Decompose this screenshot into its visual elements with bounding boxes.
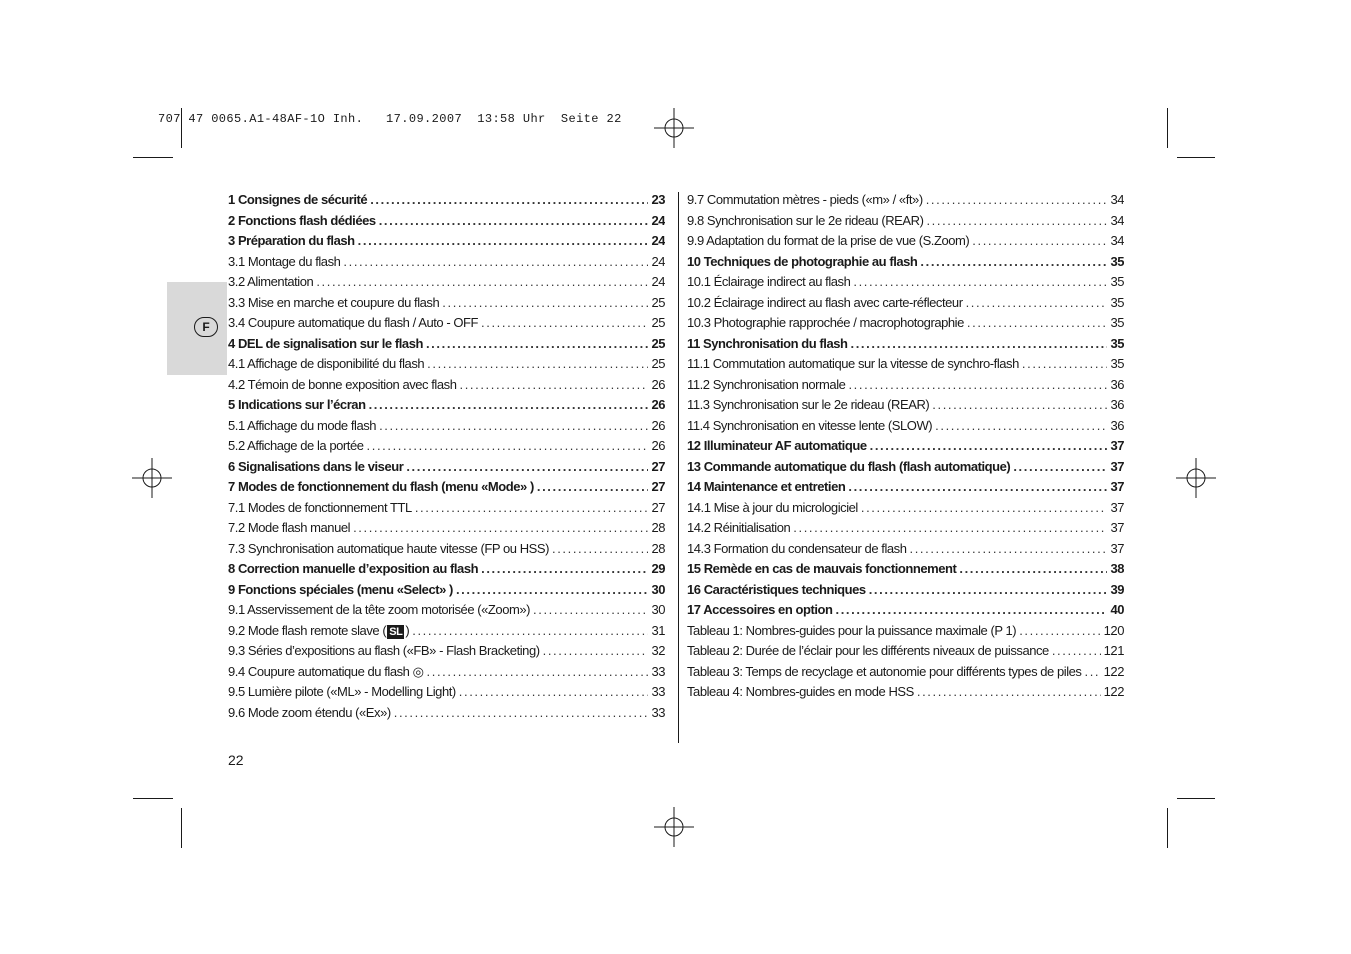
toc-leader-dots	[456, 582, 649, 597]
toc-entry	[228, 274, 665, 295]
toc-leader-dots	[836, 602, 1108, 617]
toc-entry-title	[687, 664, 1082, 679]
toc-entry-title-text: 5.2 Affichage de la portée	[228, 438, 364, 453]
toc-entry	[687, 684, 1124, 705]
toc-leader-dots	[358, 233, 649, 248]
toc-entry-page: 32	[651, 643, 665, 658]
toc-entry-page: 28	[651, 520, 665, 535]
toc-entry-page: 37	[1110, 499, 1124, 515]
toc-entry-page: 26	[651, 397, 665, 412]
toc-leader-dots	[442, 295, 648, 310]
toc-entry-title-text: 9.2 Mode flash remote slave (	[228, 622, 387, 638]
toc-entry	[687, 582, 1124, 603]
toc-entry	[687, 315, 1124, 336]
toc-entry-title-text: 11.2 Synchronisation normale	[687, 376, 846, 392]
toc-entry-page: 35	[1110, 335, 1124, 351]
toc-entry	[228, 582, 665, 603]
toc-entry	[687, 213, 1124, 234]
toc-entry-title-text: 11.4 Synchronisation en vitesse lente (SLOW)	[687, 417, 933, 433]
toc-entry	[228, 541, 665, 562]
toc-entry-title-text: 9.9 Adaptation du format de la prise de vue (S.Zoom)	[687, 233, 970, 248]
toc-entry-title	[687, 500, 858, 515]
toc-entry	[687, 623, 1124, 644]
toc-entry-title-text: 13 Commande automatique du flash (flash automatique)	[687, 458, 1011, 474]
toc-entry-page: 34	[1110, 233, 1124, 248]
toc-entry-page: 33	[651, 684, 665, 699]
toc-entry	[228, 684, 665, 705]
toc-entry	[228, 418, 665, 439]
toc-leader-dots	[394, 705, 649, 720]
toc-leader-dots	[533, 602, 648, 617]
toc-entry-page: 24	[651, 253, 665, 269]
toc-entry-title-text: 9.5 Lumière pilote («ML» - Modelling Light)	[228, 684, 456, 699]
toc-entry-title-text: 14.3 Formation du condensateur de flash	[687, 540, 907, 556]
toc-entry-title	[228, 684, 456, 699]
toc-entry-title	[228, 520, 350, 535]
toc-entry-title	[687, 479, 845, 494]
toc-entry-title	[687, 377, 845, 392]
toc-entry-page: 36	[1110, 397, 1124, 412]
toc-leader-dots	[972, 233, 1107, 248]
toc-entry	[687, 500, 1124, 521]
toc-entry-title	[687, 684, 914, 699]
toc-entry-title-text: 4.1 Affichage de disponibilité du flash	[228, 356, 425, 371]
toc-entry	[687, 643, 1124, 664]
toc-entry-page: 25	[651, 294, 665, 310]
toc-leader-dots	[848, 377, 1107, 392]
toc-entry-page: 26	[651, 376, 665, 392]
toc-leader-dots	[370, 192, 648, 207]
toc-entry-title-text: 14.2 Réinitialisation	[687, 520, 791, 535]
toc-entry-title-text: 3.2 Alimentation	[228, 274, 314, 289]
toc-entry-title-text: 9.1 Asservissement de la tête zoom motorisée («Zoom»)	[228, 602, 531, 617]
toc-entry-title-text: 4.2 Témoin de bonne exposition avec flash	[228, 376, 457, 392]
toc-entry-title	[687, 582, 866, 597]
toc-entry-title-text: 3 Préparation du flash	[228, 233, 355, 248]
toc-entry-page: 28	[651, 540, 665, 556]
toc-leader-dots	[379, 213, 649, 228]
toc-entry	[687, 377, 1124, 398]
crop-mark	[1177, 157, 1215, 158]
crop-mark	[133, 157, 173, 158]
print-header: 707 47 0065.A1-48AF-1O Inh. 17.09.2007 13:58 Uhr Seite 22	[158, 112, 622, 126]
toc-entry-title-text: Tableau 2: Durée de l’éclair pour les différents niveaux de puissance	[687, 643, 1049, 658]
toc-entry-page: 35	[1110, 294, 1124, 310]
toc-entry-title-text: 14.1 Mise à jour du micrologiciel	[687, 499, 858, 515]
crop-mark	[1177, 798, 1215, 799]
toc-entry-title-text: 10.3 Photographie rapprochée / macrophotographie	[687, 315, 964, 330]
page-number: 22	[228, 752, 244, 768]
toc-leader-dots	[1052, 643, 1101, 658]
toc-entry	[687, 664, 1124, 685]
toc-entry	[687, 254, 1124, 275]
toc-entry	[687, 438, 1124, 459]
toc-entry	[228, 664, 665, 685]
toc-leader-dots	[966, 295, 1108, 310]
toc-entry-title	[228, 233, 355, 248]
registration-mark-icon	[1176, 458, 1216, 498]
toc-leader-dots	[1022, 356, 1108, 371]
toc-entry	[687, 561, 1124, 582]
toc-entry-page: 35	[1110, 274, 1124, 289]
toc-entry	[228, 336, 665, 357]
toc-entry-title	[687, 356, 1019, 371]
toc-entry-page: 33	[651, 704, 665, 720]
toc-leader-dots	[427, 664, 649, 679]
toc-entry-title-text: 9.4 Coupure automatique du flash ◎	[228, 663, 424, 679]
toc-leader-dots	[353, 520, 648, 535]
toc-entry-title	[228, 438, 364, 453]
toc-left-column	[228, 192, 665, 725]
toc-leader-dots	[920, 254, 1107, 269]
toc-entry-title	[228, 664, 424, 680]
toc-entry-page: 35	[1110, 356, 1124, 371]
toc-leader-dots	[851, 336, 1108, 351]
toc-entry-title	[687, 274, 850, 289]
toc-leader-dots	[343, 254, 648, 269]
toc-leader-dots	[1013, 459, 1107, 474]
toc-entry-page: 30	[651, 602, 665, 617]
toc-entry-title	[687, 561, 956, 576]
toc-leader-dots	[406, 459, 648, 474]
toc-entry-title-text: 9.8 Synchronisation sur le 2e rideau (REAR)	[687, 212, 924, 228]
toc-entry-page: 122	[1103, 684, 1124, 699]
toc-leader-dots	[910, 541, 1108, 556]
toc-entry-title	[687, 623, 1016, 638]
toc-entry	[228, 500, 665, 521]
toc-entry-page: 25	[651, 315, 665, 330]
registration-mark-icon	[132, 458, 172, 498]
toc-entry-title	[228, 643, 540, 658]
toc-leader-dots	[793, 520, 1107, 535]
toc-entry-page: 37	[1110, 540, 1124, 556]
language-tab	[167, 282, 227, 375]
toc-leader-dots	[543, 643, 649, 658]
toc-entry-page: 27	[651, 499, 665, 515]
crop-mark	[181, 808, 182, 848]
toc-entry	[687, 295, 1124, 316]
toc-entry-title-text: 9.3 Séries d’expositions au flash («FB» - Flash Bracketing)	[228, 643, 540, 658]
toc-entry-title	[228, 500, 412, 515]
toc-leader-dots	[967, 315, 1108, 330]
toc-entry-title-text: 11 Synchronisation du flash	[687, 335, 848, 351]
toc-entry-page: 37	[1110, 479, 1124, 494]
toc-entry-title-text: 7.2 Mode flash manuel	[228, 520, 351, 535]
toc-leader-dots	[316, 274, 648, 289]
toc-entry-title-text: 5.1 Affichage du mode flash	[228, 417, 377, 433]
toc-leader-dots	[369, 397, 649, 412]
toc-entry-title	[228, 705, 391, 720]
toc-leader-dots	[415, 500, 649, 515]
toc-entry-title	[687, 459, 1010, 474]
toc-entry-title	[687, 541, 907, 556]
toc-entry-title	[687, 254, 917, 269]
toc-entry	[228, 233, 665, 254]
toc-entry-title-text: 9.6 Mode zoom étendu («Ex»)	[228, 704, 391, 720]
toc-entry-page: 26	[651, 417, 665, 433]
toc-leader-dots	[959, 561, 1107, 576]
slave-mode-badge-icon: SL	[389, 625, 403, 638]
toc-leader-dots	[932, 397, 1107, 412]
toc-entry-title	[687, 192, 923, 207]
toc-entry-page: 35	[1110, 315, 1124, 330]
toc-leader-dots	[926, 213, 1107, 228]
toc-entry	[228, 561, 665, 582]
toc-right-column	[687, 192, 1124, 705]
toc-entry-title	[687, 418, 932, 433]
toc-leader-dots	[1085, 664, 1101, 679]
toc-entry	[228, 479, 665, 500]
toc-entry	[687, 541, 1124, 562]
toc-entry	[228, 377, 665, 398]
toc-entry	[687, 459, 1124, 480]
toc-leader-dots	[1019, 623, 1100, 638]
toc-leader-dots	[459, 377, 648, 392]
toc-entry-page: 35	[1110, 253, 1124, 269]
toc-entry	[228, 295, 665, 316]
toc-entry-title-text: 3.3 Mise en marche et coupure du flash	[228, 294, 440, 310]
toc-entry-title-text: 9 Fonctions spéciales (menu «Select» )	[228, 581, 453, 597]
toc-entry	[228, 602, 665, 623]
toc-entry-page: 38	[1110, 561, 1124, 576]
toc-entry-title	[228, 602, 530, 617]
toc-entry-title	[228, 418, 376, 433]
toc-entry-title-text: 17 Accessoires en option	[687, 602, 833, 617]
toc-entry-title-suffix: )	[405, 622, 410, 638]
toc-leader-dots	[459, 684, 649, 699]
toc-entry	[228, 643, 665, 664]
toc-entry	[228, 623, 665, 644]
crop-mark	[1167, 808, 1168, 848]
toc-entry-title-text: 10.2 Éclairage indirect au flash avec carte-réflecteur	[687, 294, 963, 310]
toc-entry-page: 34	[1110, 192, 1124, 207]
toc-entry-title	[228, 479, 534, 494]
toc-entry-page: 33	[651, 663, 665, 679]
toc-entry-title	[228, 459, 403, 474]
toc-leader-dots	[870, 438, 1108, 453]
toc-entry-title-text: 5 Indications sur l’écran	[228, 397, 366, 412]
toc-leader-dots	[481, 315, 648, 330]
toc-entry	[228, 356, 665, 377]
toc-entry-page: 122	[1103, 663, 1124, 679]
toc-entry-title-text: 7.3 Synchronisation automatique haute vitesse (FP ou HSS)	[228, 540, 549, 556]
toc-entry	[228, 459, 665, 480]
toc-leader-dots	[861, 500, 1108, 515]
toc-entry	[228, 520, 665, 541]
toc-entry-title	[687, 295, 963, 310]
toc-entry-title	[687, 520, 790, 535]
toc-entry-page: 27	[651, 479, 665, 494]
toc-leader-dots	[537, 479, 649, 494]
toc-entry-title	[228, 561, 478, 576]
toc-leader-dots	[853, 274, 1107, 289]
registration-mark-icon	[654, 807, 694, 847]
toc-entry-title-text: 16 Caractéristiques techniques	[687, 581, 866, 597]
toc-entry-title-text: 11.3 Synchronisation sur le 2e rideau (REAR)	[687, 397, 930, 412]
toc-entry-title	[228, 377, 456, 392]
toc-entry-title-text: 10 Techniques de photographie au flash	[687, 253, 918, 269]
toc-entry	[228, 315, 665, 336]
toc-leader-dots	[935, 418, 1107, 433]
toc-entry-title-text: 1 Consignes de sécurité	[228, 192, 368, 207]
toc-entry-page: 29	[651, 561, 665, 576]
toc-entry-title-text: 2 Fonctions flash dédiées	[228, 212, 376, 228]
toc-entry	[687, 418, 1124, 439]
column-divider	[678, 192, 679, 743]
toc-entry-page: 37	[1110, 458, 1124, 474]
toc-leader-dots	[848, 479, 1107, 494]
toc-entry-title	[228, 623, 409, 639]
toc-entry-title	[228, 336, 423, 351]
toc-entry-page: 34	[1110, 212, 1124, 228]
toc-entry-page: 40	[1110, 602, 1124, 617]
toc-entry	[687, 397, 1124, 418]
toc-entry-title-text: 9.7 Commutation mètres - pieds («m» / «ft»)	[687, 192, 923, 207]
toc-entry-page: 25	[651, 335, 665, 351]
toc-entry-title-text: 15 Remède en cas de mauvais fonctionnement	[687, 561, 957, 576]
toc-entry-title-text: 8 Correction manuelle d’exposition au flash	[228, 561, 479, 576]
toc-entry-title	[687, 602, 833, 617]
toc-entry-page: 27	[651, 458, 665, 474]
toc-entry-title-text: 3.1 Montage du flash	[228, 253, 341, 269]
toc-entry-title-text: 11.1 Commutation automatique sur la vitesse de synchro-flash	[687, 356, 1019, 371]
toc-entry-page: 24	[651, 274, 665, 289]
toc-leader-dots	[481, 561, 648, 576]
toc-entry	[228, 438, 665, 459]
toc-entry-title	[687, 213, 923, 228]
toc-leader-dots	[552, 541, 648, 556]
toc-entry-title	[228, 315, 478, 330]
toc-entry-title-text: 4 DEL de signalisation sur le flash	[228, 335, 423, 351]
toc-entry-title	[687, 397, 929, 412]
toc-entry	[228, 397, 665, 418]
toc-entry-title	[228, 295, 439, 310]
toc-entry-title-text: 7.1 Modes de fonctionnement TTL	[228, 499, 412, 515]
toc-entry-title-text: Tableau 1: Nombres-guides pour la puissance maximale (P 1)	[687, 622, 1017, 638]
toc-entry-page: 23	[651, 192, 665, 207]
toc-entry-page: 37	[1110, 438, 1124, 453]
toc-entry-page: 26	[651, 438, 665, 453]
toc-entry-page: 24	[651, 233, 665, 248]
toc-entry	[228, 213, 665, 234]
toc-entry-title-text: 7 Modes de fonctionnement du flash (menu «Mode» )	[228, 479, 534, 494]
toc-entry-title	[228, 254, 340, 269]
toc-entry-title	[228, 541, 549, 556]
toc-entry	[687, 479, 1124, 500]
toc-leader-dots	[917, 684, 1101, 699]
toc-leader-dots	[869, 582, 1108, 597]
toc-entry-title	[687, 643, 1049, 658]
toc-entry-title-text: Tableau 4: Nombres-guides en mode HSS	[687, 684, 914, 699]
toc-entry	[687, 520, 1124, 541]
registration-mark-icon	[654, 108, 694, 148]
toc-leader-dots	[412, 623, 648, 638]
toc-entry-title	[687, 438, 867, 453]
toc-entry-title	[687, 233, 969, 248]
toc-entry-title	[687, 336, 848, 351]
toc-entry-title	[687, 315, 964, 330]
toc-entry	[687, 192, 1124, 213]
toc-leader-dots	[379, 418, 648, 433]
toc-entry-title	[228, 274, 313, 289]
toc-entry	[228, 254, 665, 275]
toc-entry-title	[228, 213, 376, 228]
toc-entry-page: 39	[1110, 581, 1124, 597]
toc-entry-page: 30	[651, 581, 665, 597]
toc-entry-title	[228, 397, 366, 412]
crop-mark	[133, 798, 173, 799]
toc-entry-title-text: 6 Signalisations dans le viseur	[228, 458, 404, 474]
toc-entry-title	[228, 192, 367, 207]
toc-entry-page: 121	[1103, 643, 1124, 658]
toc-entry	[687, 336, 1124, 357]
toc-leader-dots	[426, 336, 648, 351]
crop-mark	[1167, 108, 1168, 148]
toc-entry-title-text: 12 Illuminateur AF automatique	[687, 438, 867, 453]
toc-entry-title-text: 3.4 Coupure automatique du flash / Auto - OFF	[228, 315, 479, 330]
toc-leader-dots	[427, 356, 648, 371]
toc-entry	[687, 274, 1124, 295]
toc-entry-page: 31	[651, 622, 665, 638]
toc-entry	[228, 705, 665, 726]
toc-entry-page: 36	[1110, 417, 1124, 433]
toc-entry-page: 36	[1110, 376, 1124, 392]
toc-entry-page: 25	[651, 356, 665, 371]
toc-entry-title-text: 14 Maintenance et entretien	[687, 479, 846, 494]
toc-entry	[687, 233, 1124, 254]
toc-entry-title-text: Tableau 3: Temps de recyclage et autonomie pour différents types de piles	[687, 663, 1082, 679]
toc-entry-title-text: 10.1 Éclairage indirect au flash	[687, 274, 851, 289]
toc-entry-page: 37	[1110, 520, 1124, 535]
toc-entry	[687, 356, 1124, 377]
language-badge: F	[194, 317, 218, 337]
toc-entry	[687, 602, 1124, 623]
toc-entry-title	[228, 356, 424, 371]
toc-entry-title	[228, 582, 453, 597]
toc-entry-page: 120	[1103, 622, 1124, 638]
toc-entry-page: 24	[651, 212, 665, 228]
toc-entry	[228, 192, 665, 213]
toc-leader-dots	[926, 192, 1108, 207]
toc-leader-dots	[367, 438, 649, 453]
